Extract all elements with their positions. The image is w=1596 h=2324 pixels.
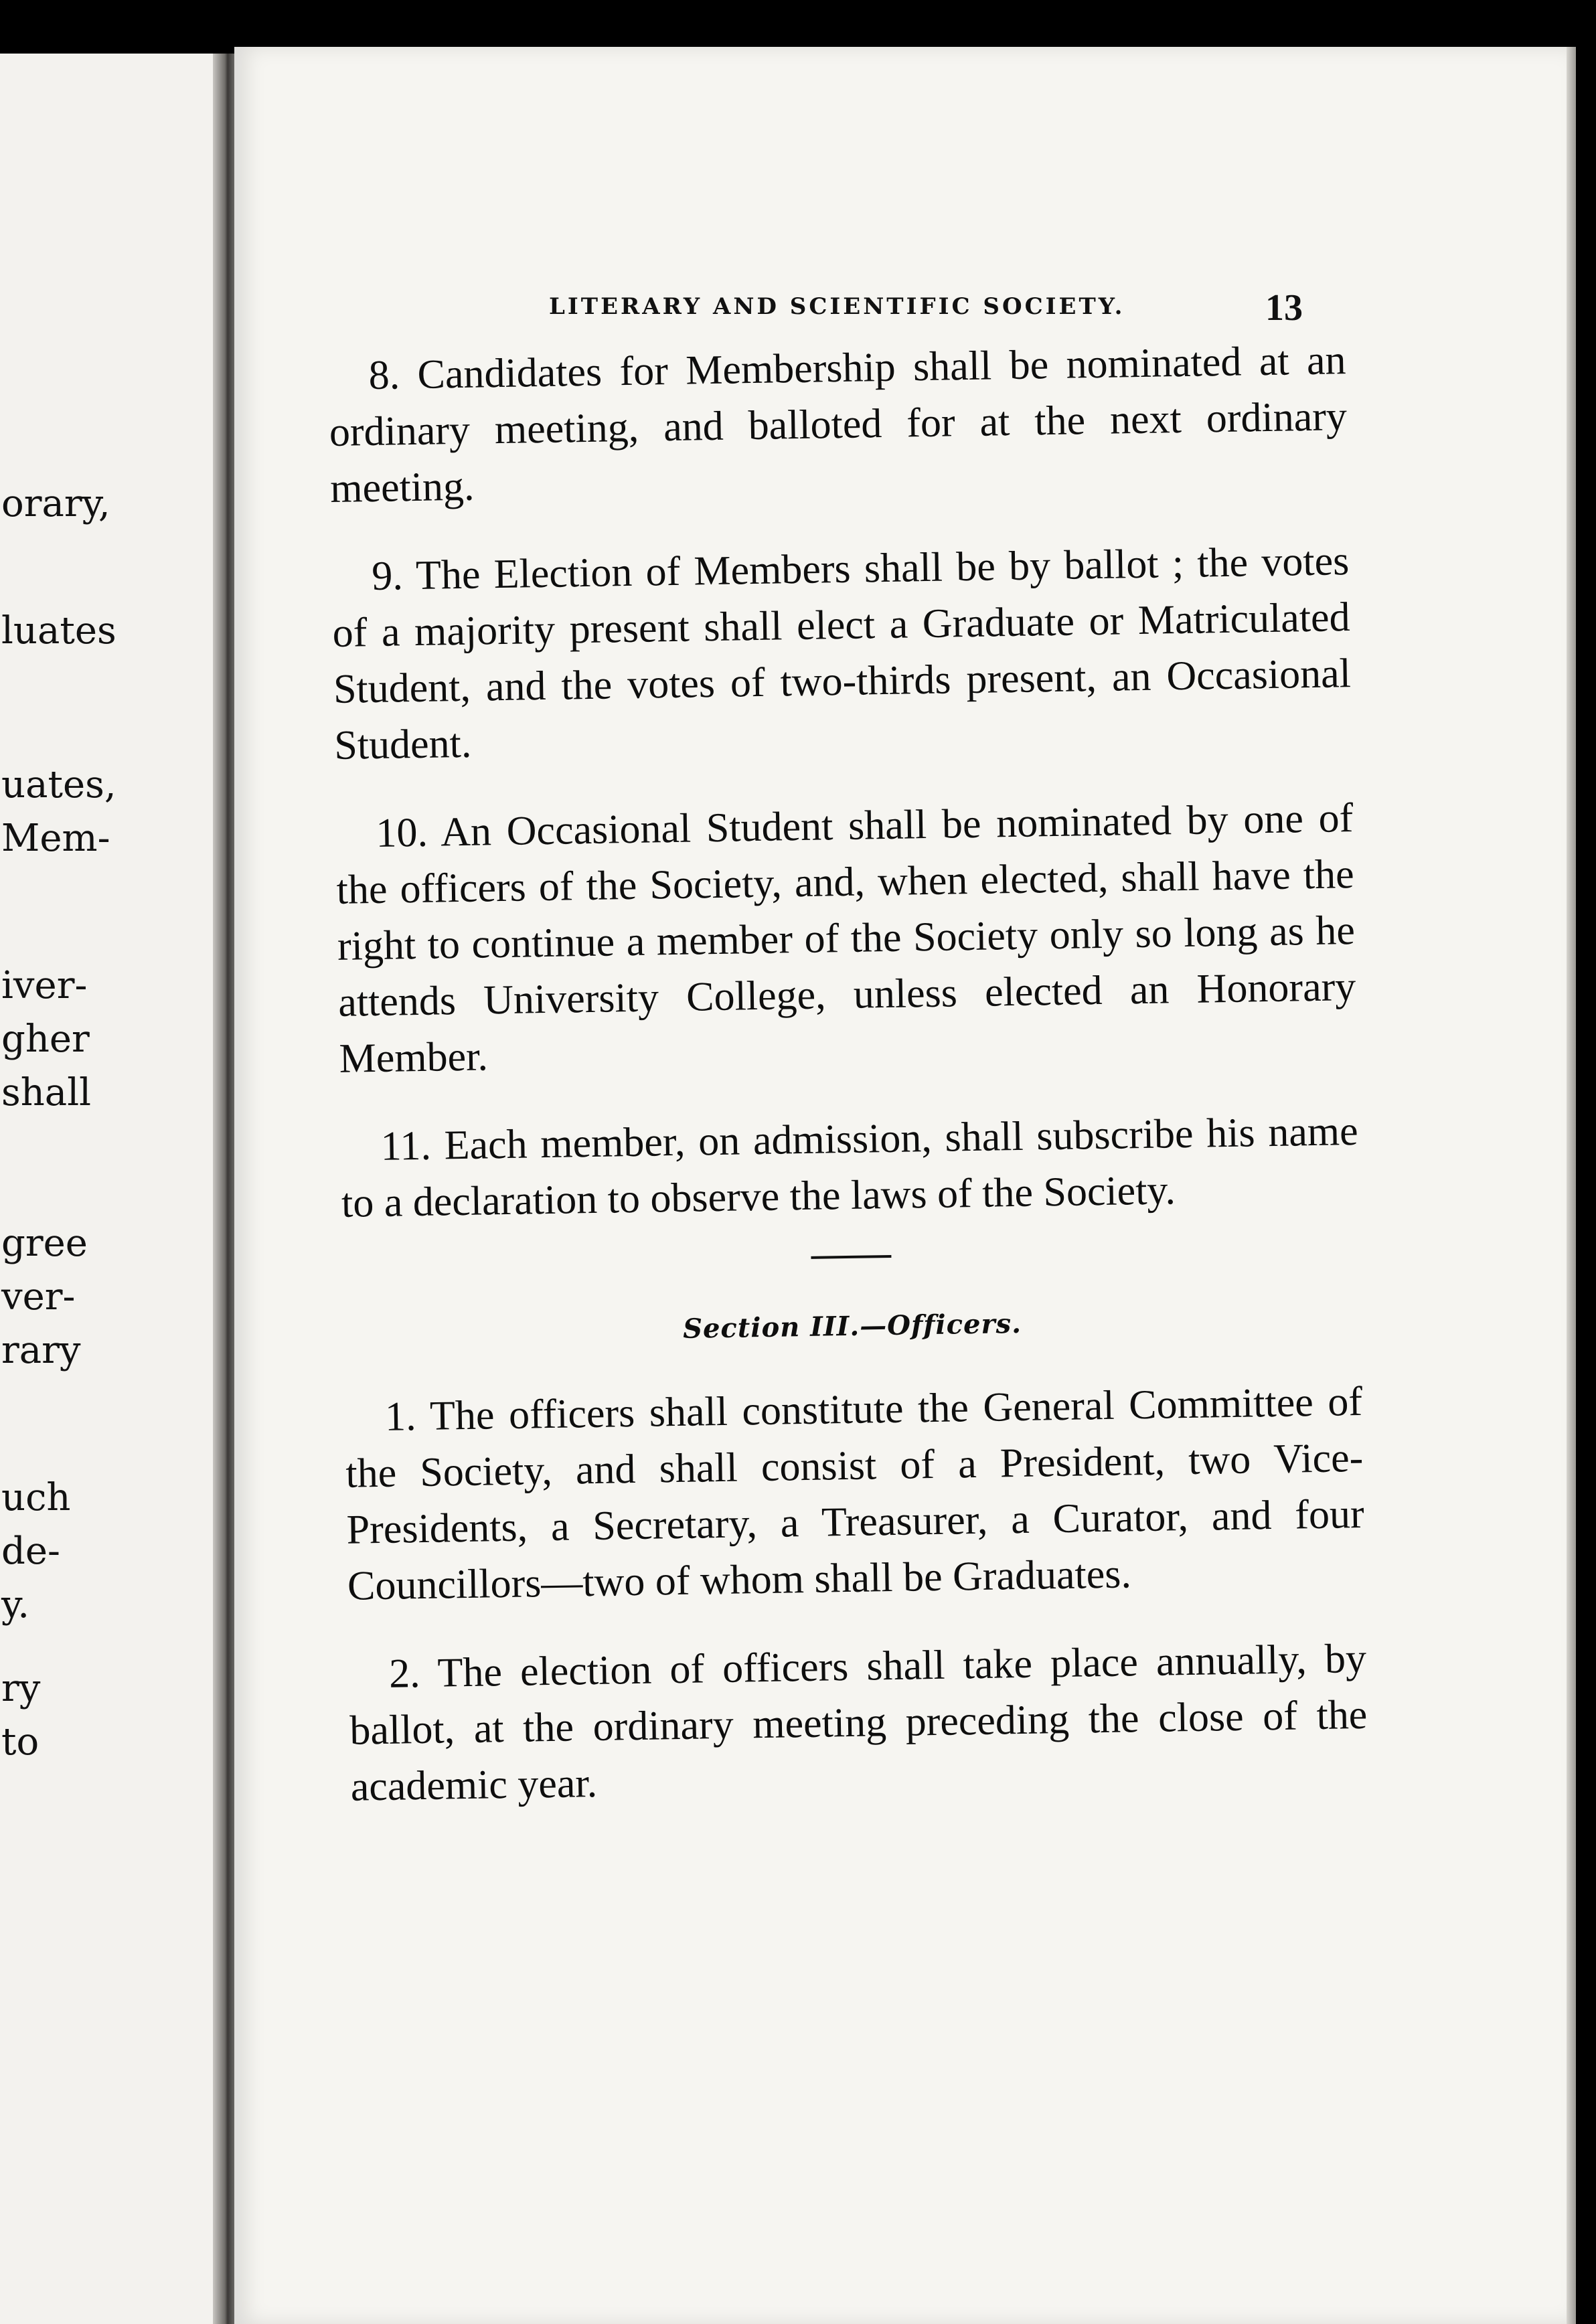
page-number: 13 [1265, 287, 1303, 329]
facing-page-fragment: Mem- [1, 817, 110, 860]
facing-page [0, 54, 221, 2324]
facing-page-fragment: gher [1, 1017, 90, 1061]
facing-page-fragment: luates [1, 609, 116, 653]
article-8: 8. Candidates for Membership shall be nominated at an ordinary meeting, and balloted for at the next ordinary meeting. [329, 337, 1348, 511]
facing-page-fragment: to [1, 1720, 39, 1764]
page-header [315, 286, 1332, 327]
officers-article-2: 2. The election of officers shall take place annually, by ballot, at the ordinary meeting preceding the close of the academic year. [349, 1635, 1368, 1810]
section-heading: Section III.—Officers. [682, 1307, 1022, 1345]
facing-page-fragment: iver- [1, 964, 88, 1007]
facing-page-fragment: ver- [1, 1275, 76, 1319]
facing-page-fragment: de- [1, 1529, 60, 1573]
facing-page-fragment: gree [1, 1222, 88, 1265]
running-head: LITERARY AND SCIENTIFIC SOCIETY. [549, 293, 1125, 320]
page-body [328, 332, 1369, 1847]
facing-page-fragment: y. [1, 1583, 29, 1627]
facing-page-fragment: ry [1, 1667, 41, 1710]
facing-page-fragment: orary, [1, 482, 110, 525]
article-9: 9. The Election of Members shall be by ballot ; the votes of a majority present shall elect a Graduate or Matriculated Student, and the votes of two-thirds present, an Occasional Student. [332, 538, 1352, 768]
section-divider [811, 1255, 891, 1259]
article-11: 11. Each member, on admission, shall subscribe his name to a declaration to observe the laws of the Society. [341, 1108, 1359, 1226]
facing-page-fragment: uates, [1, 763, 116, 807]
page-edge [1567, 47, 1576, 2324]
facing-page-fragment: uch [1, 1476, 71, 1519]
officers-article-1: 1. The officers shall constitute the General Committee of the Society, and shall consist of a President, two Vice-Presidents, a Secretary, a Treasurer, a Curator, and four Councillors—two of whom shall be Graduates. [345, 1378, 1365, 1609]
facing-page-fragment: shall [1, 1071, 92, 1114]
facing-page-fragment: rary [1, 1329, 81, 1372]
article-10: 10. An Occasional Student shall be nominated by one of the officers of the Society, and, when elected, shall have the right to continue a member of the Society only so long as he attends University College, unless elected an Honorary Member. [336, 795, 1356, 1082]
